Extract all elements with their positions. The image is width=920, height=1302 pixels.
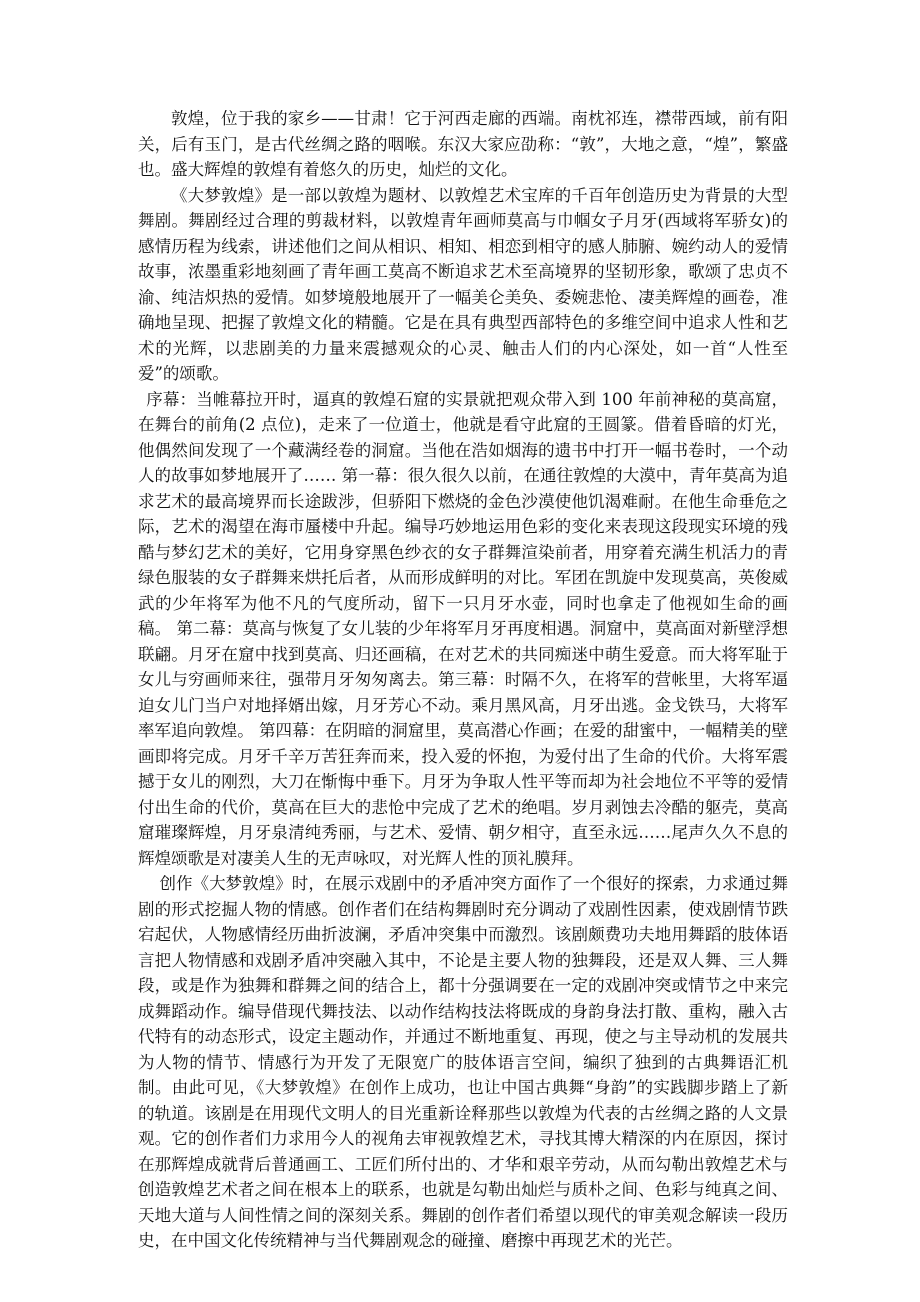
paragraph-intro: 敦煌，位于我的家乡——甘肃！它于河西走廊的西端。南枕祁连，襟带西域，前有阳关，后有玉门，是古代丝绸之路的咽喉。东汉大家应劭称：“敦”，大地之意，“煌”，繁盛也。盛大辉煌的敦煌有着悠久的历史，灿烂的文化。: [138, 109, 788, 179]
paragraph-creation: 创作《大梦敦煌》时，在展示戏剧中的矛盾冲突方面作了一个很好的探索，力求通过舞剧的形式挖掘人物的情感。创作者们在结构舞剧时充分调动了戏剧性因素，使戏剧情节跌宕起伏，人物感情经历曲折波澜，矛盾冲突集中而激烈。该剧颇费功夫地用舞蹈的肢体语言把人物情感和戏剧矛盾冲突融入其中，不论是主要人物的独舞段，还是双人舞、三人舞段，或是作为独舞和群舞之间的结合上，都十分强调要在一定的戏剧冲突或情节之中来完成舞蹈动作。编导借现代舞技法、以动作结构技法将既成的身韵身法打散、重构，融入古代特有的动态形式，设定主题动作，并通过不断地重复、再现，使之与主导动机的发展共为人物的情节、情感行为开发了无限宽广的肢体语言空间，编织了独到的古典舞语汇机制。由此可见，《大梦敦煌》在创作上成功，也让中国古典舞“身韵”的实践脚步踏上了新的轨道。该剧是在用现代文明人的目光重新诠释那些以敦煌为代表的古丝绸之路的人文景观。它的创作者们力求用今人的视角去审视敦煌艺术，寻找其博大精深的内在原因，探讨在那辉煌成就背后普通画工、工匠们所付出的、才华和艰辛劳动，从而勾勒出敦煌艺术与创造敦煌艺术者之间在根本上的联系，也就是勾勒出灿烂与质朴之间、色彩与纯真之间、天地大道与人间性情之间的深刻关系。舞剧的创作者们希望以现代的审美观念解读一段历史，在中国文化传统精神与当代舞剧观念的碰撞、磨擦中再现艺术的光芒。: [138, 874, 788, 1250]
paragraph-overview: 《大梦敦煌》是一部以敦煌为题材、以敦煌艺术宝库的千百年创造历史为背景的大型舞剧。舞剧经过合理的剪裁材料，以敦煌青年画师莫高与巾帼女子月牙(西域将军骄女)的感情历程为线索，讲述他们之间从相识、相知、相恋到相守的感人肺腑、婉约动人的爱情故事，浓墨重彩地刻画了青年画工莫高不断追求艺术至高境界的坚韧形象，歌颂了忠贞不渝、纯洁炽热的爱情。如梦境般地展开了一幅美仑美奂、委婉悲怆、凄美辉煌的画卷，准确地呈现、把握了敦煌文化的精髓。它是在具有典型西部特色的多维空间中追求人性和艺术的光辉，以悲剧美的力量来震撼观众的心灵、触击人们的内心深处，如一首“人性至爱”的颂歌。: [138, 185, 788, 383]
document-body: [138, 106, 788, 1254]
paragraph-acts: 序幕：当帷幕拉开时，逼真的敦煌石窟的实景就把观众带入到 100 年前神秘的莫高窟，在舞台的前角(2 点位)，走来了一位道士，他就是看守此窟的王圆篆。借着昏暗的灯光，他偶然间发现了一个藏满经卷的洞窟。当他在浩如烟海的遗书中打开一幅书卷时，一个动人的故事如梦地展开了…… 第一幕：很久很久以前，在通往敦煌的大漠中，青年莫高为追求艺术的最高境界而长途跋涉，但骄阳下燃烧的金色沙漠使他饥渴难耐。在他生命垂危之际，艺术的渴望在海市蜃楼中升起。编导巧妙地运用色彩的变化来表现这段现实环境的残酷与梦幻艺术的美好，它用身穿黑色纱衣的女子群舞渲染前者，用穿着充满生机活力的青绿色服装的女子群舞来烘托后者，从而形成鲜明的对比。军团在凯旋中发现莫高，英俊威武的少年将军为他不凡的气度所动，留下一只月牙水壶，同时也拿走了他视如生命的画稿。 第二幕：莫高与恢复了女儿装的少年将军月牙再度相遇。洞窟中，莫高面对新壁浮想联翩。月牙在窟中找到莫高、归还画稿，在对艺术的共同痴迷中萌生爱意。而大将军耻于女儿与穷画师来往，强带月牙匆匆离去。第三幕：时隔不久，在将军的营帐里，大将军逼迫女儿门当户对地择婿出嫁，月牙芳心不动。乘月黑风高，月牙出逃。金戈铁马，大将军率军追向敦煌。 第四幕：在阴暗的洞窟里，莫高潜心作画；在爱的甜蜜中，一幅精美的壁画即将完成。月牙千辛万苦狂奔而来，投入爱的怀抱，为爱付出了生命的代价。大将军震撼于女儿的刚烈，大刀在惭悔中垂下。月牙为争取人性平等而却为社会地位不平等的爱情付出生命的代价，莫高在巨大的悲怆中完成了艺术的绝唱。岁月剥蚀去冷酷的躯壳，莫高窟璀璨辉煌，月牙泉清纯秀丽，与艺术、爱情、朝夕相守，直至永远……尾声久久不息的辉煌颂歌是对凄美人生的无声咏叹，对光辉人性的顶礼膜拜。: [138, 389, 788, 868]
